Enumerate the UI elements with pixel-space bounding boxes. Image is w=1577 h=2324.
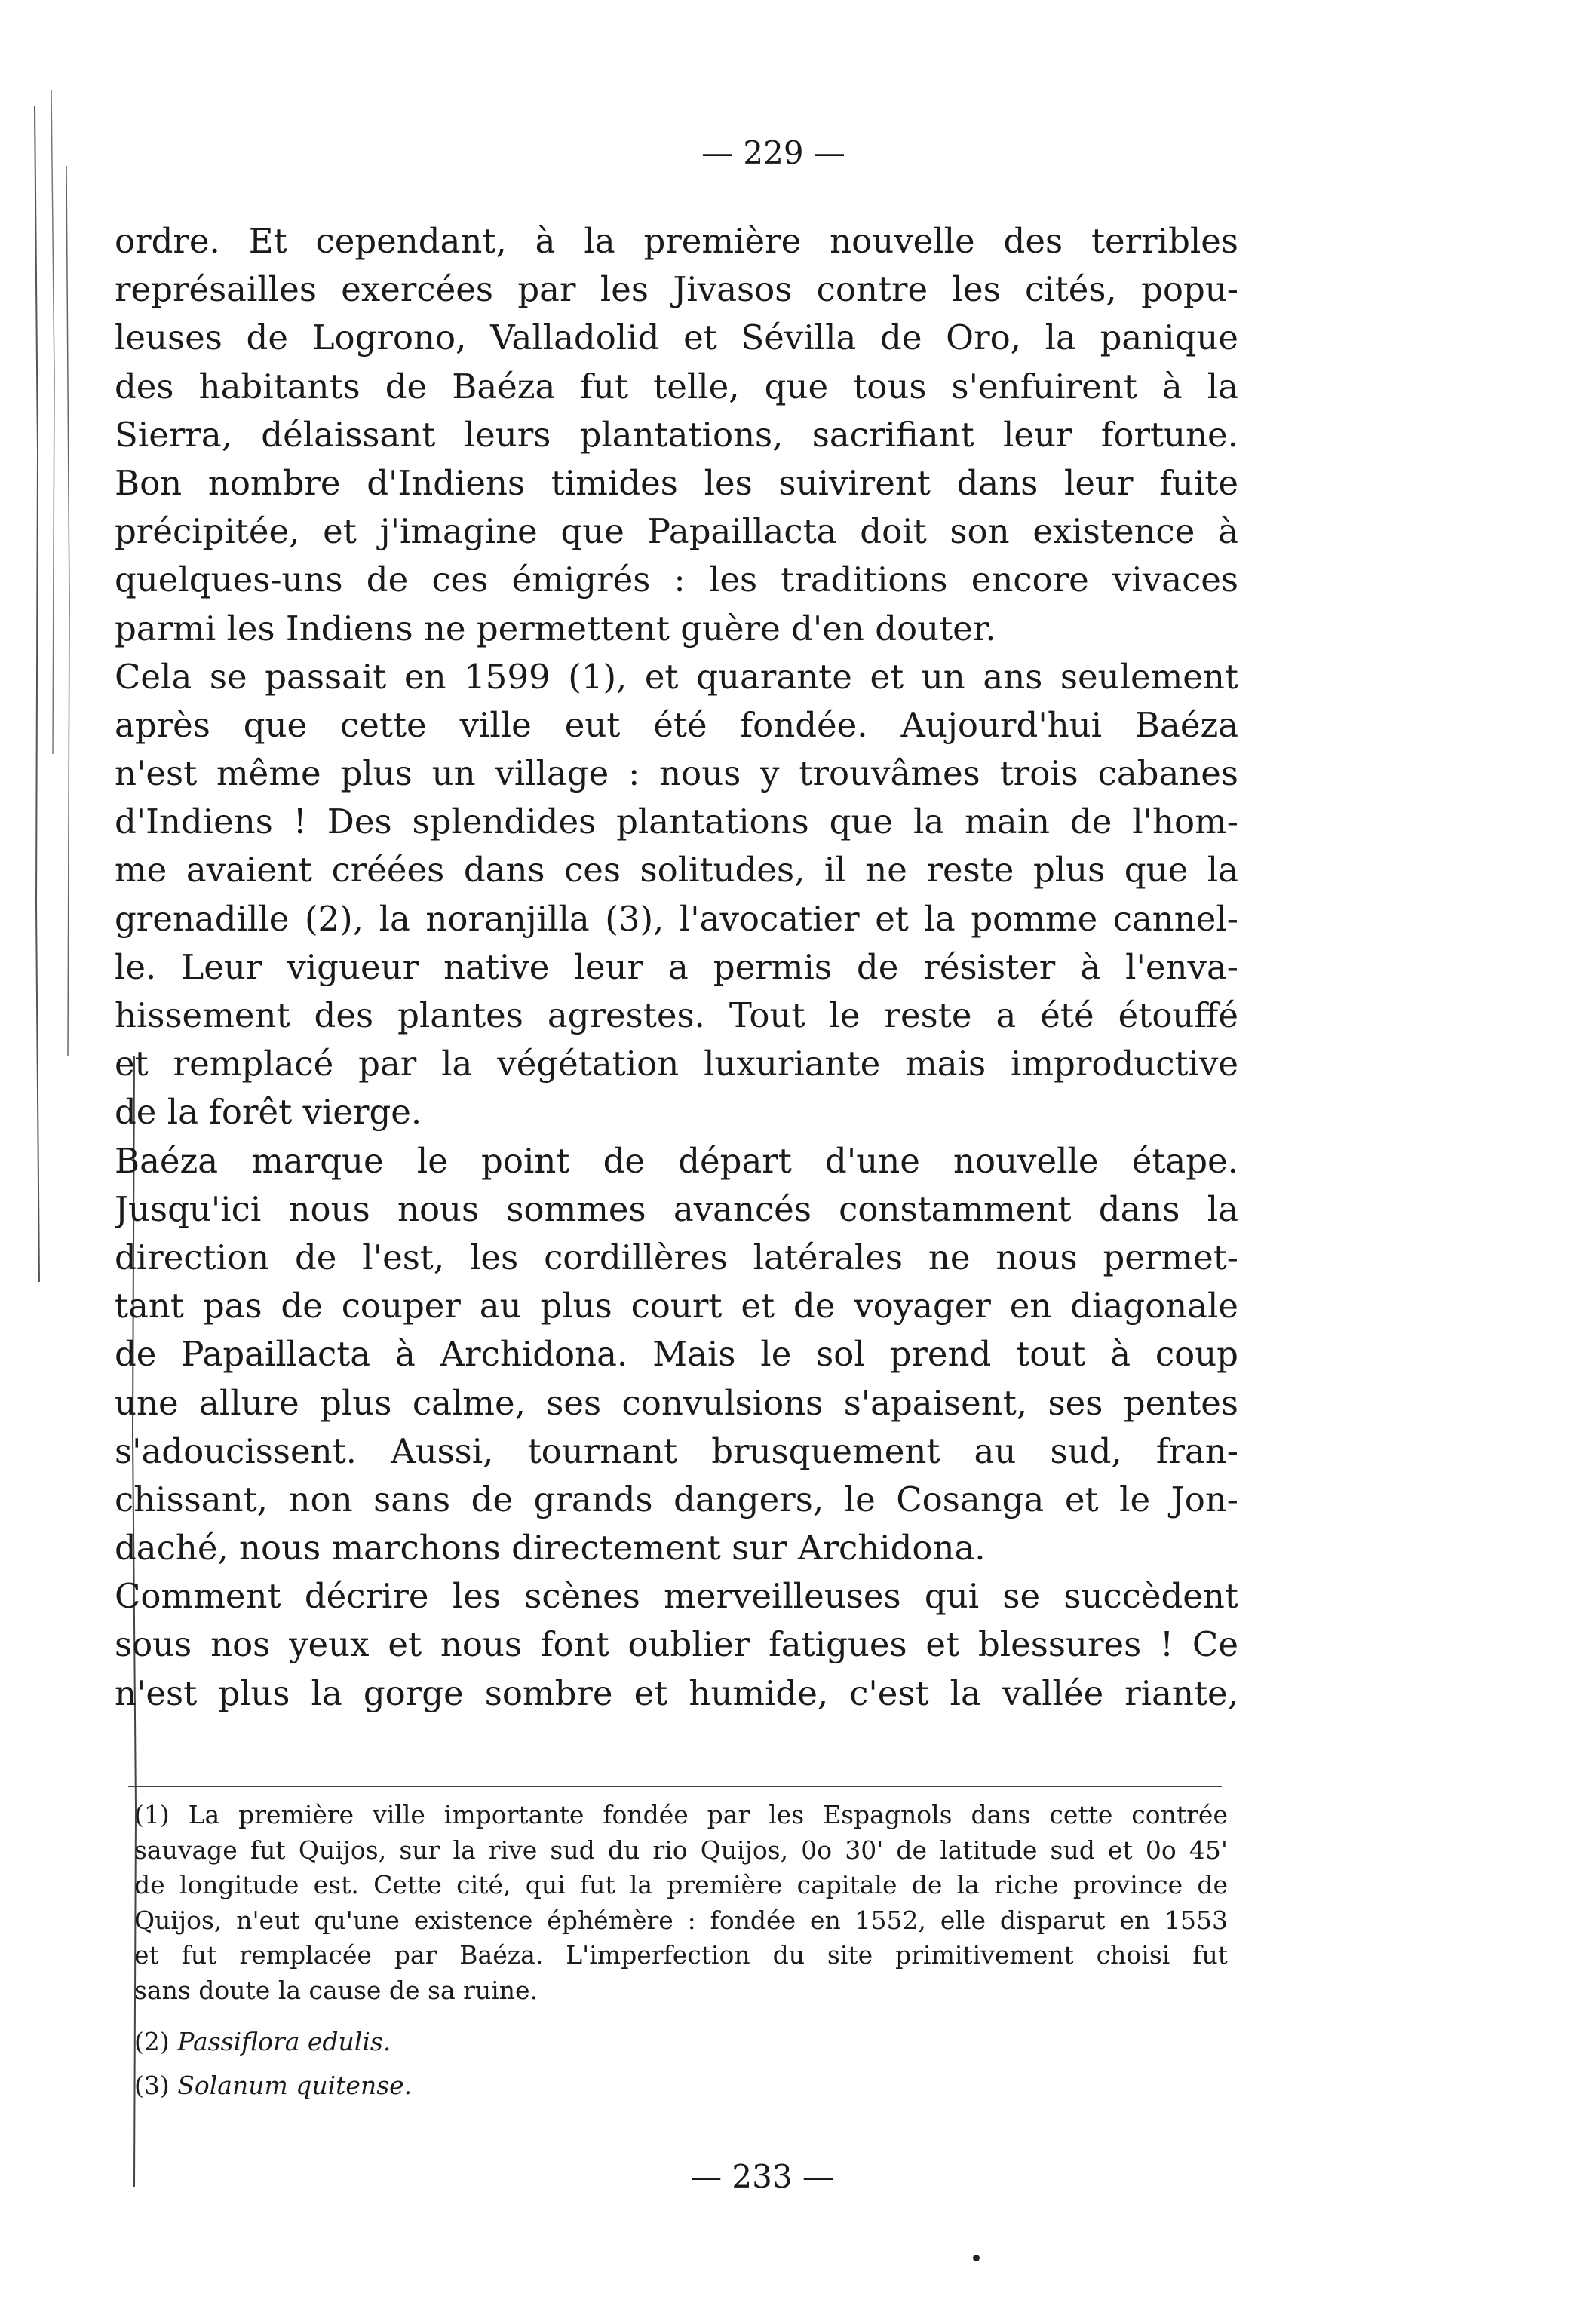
page-header [0, 134, 1577, 171]
body-line: me avaient créées dans ces solitudes, il ne reste plus que la [115, 850, 1238, 891]
body-line: d'Indiens ! Des splendides plantations que la main de l'hom- [115, 802, 1238, 842]
ink-speck [973, 2255, 980, 2261]
footnote-1-line: et fut remplacée par Baéza. L'imperfection du site primitivement choisi fut [134, 1940, 1228, 1970]
footnote-3-number: (3) [134, 2071, 170, 2100]
footnote-2-text: Passiflora edulis. [177, 2027, 391, 2056]
body-line: daché, nous marchons directement sur Archidona. [115, 1528, 986, 1568]
header-page-number: — 229 — [701, 134, 845, 171]
body-line: représailles exercées par les Jivasos contre les cités, popu- [115, 269, 1238, 310]
body-line: une allure plus calme, ses convulsions s'apaisent, ses pentes [115, 1382, 1238, 1423]
body-line: de la forêt vierge. [115, 1092, 422, 1133]
body-line: et remplacé par la végétation luxuriante mais improductive [115, 1044, 1238, 1084]
body-line: Cela se passait en 1599 (1), et quarante et un ans seulement [115, 656, 1238, 697]
body-line: des habitants de Baéza fut telle, que tous s'enfuirent à la [115, 366, 1238, 406]
body-line: Comment décrire les scènes merveilleuses qui se succèdent [115, 1576, 1238, 1617]
footnotes [134, 1798, 1228, 2108]
body-text [115, 217, 1238, 1718]
body-line: après que cette ville eut été fondée. Aujourd'hui Baéza [115, 704, 1238, 745]
footnote-1-line: de longitude est. Cette cité, qui fut la première capitale de la riche province de [134, 1870, 1228, 1899]
footnote-2-number: (2) [134, 2027, 170, 2056]
body-line: chissant, non sans de grands dangers, le Cosanga et le Jon- [115, 1479, 1238, 1519]
body-line: ordre. Et cependant, à la première nouvelle des terribles [115, 221, 1238, 261]
body-line: quelques-uns de ces émigrés : les traditions encore vivaces [115, 560, 1238, 600]
body-line: leuses de Logrono, Valladolid et Sévilla de Oro, la panique [115, 317, 1238, 358]
footnote-1-line: sans doute la cause de sa ruine. [134, 1975, 538, 2005]
body-line: parmi les Indiens ne permettent guère d'en douter. [115, 608, 996, 648]
body-line: n'est même plus un village : nous y trouvâmes trois cabanes [115, 753, 1238, 794]
body-line: le. Leur vigueur native leur a permis de résister à l'enva- [115, 946, 1238, 987]
body-line: n'est plus la gorge sombre et humide, c'est la vallée riante, [115, 1672, 1238, 1713]
footnote-3 [134, 2068, 1228, 2108]
body-line: Bon nombre d'Indiens timides les suivirent dans leur fuite [115, 462, 1238, 503]
footnote-2 [134, 2025, 1228, 2064]
body-line: précipitée, et j'imagine que Papaillacta doit son existence à [115, 511, 1238, 552]
body-line: direction de l'est, les cordillères latérales ne nous permet- [115, 1237, 1238, 1277]
body-line: hissement des plantes agrestes. Tout le reste a été étouffé [115, 995, 1238, 1035]
page-footer [0, 2158, 1577, 2195]
body-line: de Papaillacta à Archidona. Mais le sol prend tout à coup [115, 1334, 1238, 1375]
body-line: Jusqu'ici nous nous sommes avancés constamment dans la [115, 1188, 1238, 1229]
footnote-3-text: Solanum quitense. [177, 2071, 413, 2100]
footnote-divider [128, 1786, 1222, 1787]
body-line: grenadille (2), la noranjilla (3), l'avocatier et la pomme cannel- [115, 898, 1238, 939]
body-line: s'adoucissent. Aussi, tournant brusquement au sud, fran- [115, 1430, 1238, 1471]
footer-page-number: — 233 — [690, 2158, 834, 2195]
body-line: Baéza marque le point de départ d'une nouvelle étape. [115, 1140, 1238, 1181]
body-line: Sierra, délaissant leurs plantations, sacrifiant leur fortune. [115, 414, 1238, 455]
body-line: tant pas de couper au plus court et de voyager en diagonale [115, 1286, 1238, 1326]
body-line: sous nos yeux et nous font oublier fatigues et blessures ! Ce [115, 1624, 1238, 1665]
footnote-1-line: (1) La première ville importante fondée par les Espagnols dans cette contrée [134, 1800, 1228, 1829]
footnote-1-line: sauvage fut Quijos, sur la rive sud du rio Quijos, 0o 30' de latitude sud et 0o 45' [134, 1835, 1228, 1865]
footnote-1-line: Quijos, n'eut qu'une existence éphémère : fondée en 1552, elle disparut en 1553 [134, 1905, 1228, 1935]
